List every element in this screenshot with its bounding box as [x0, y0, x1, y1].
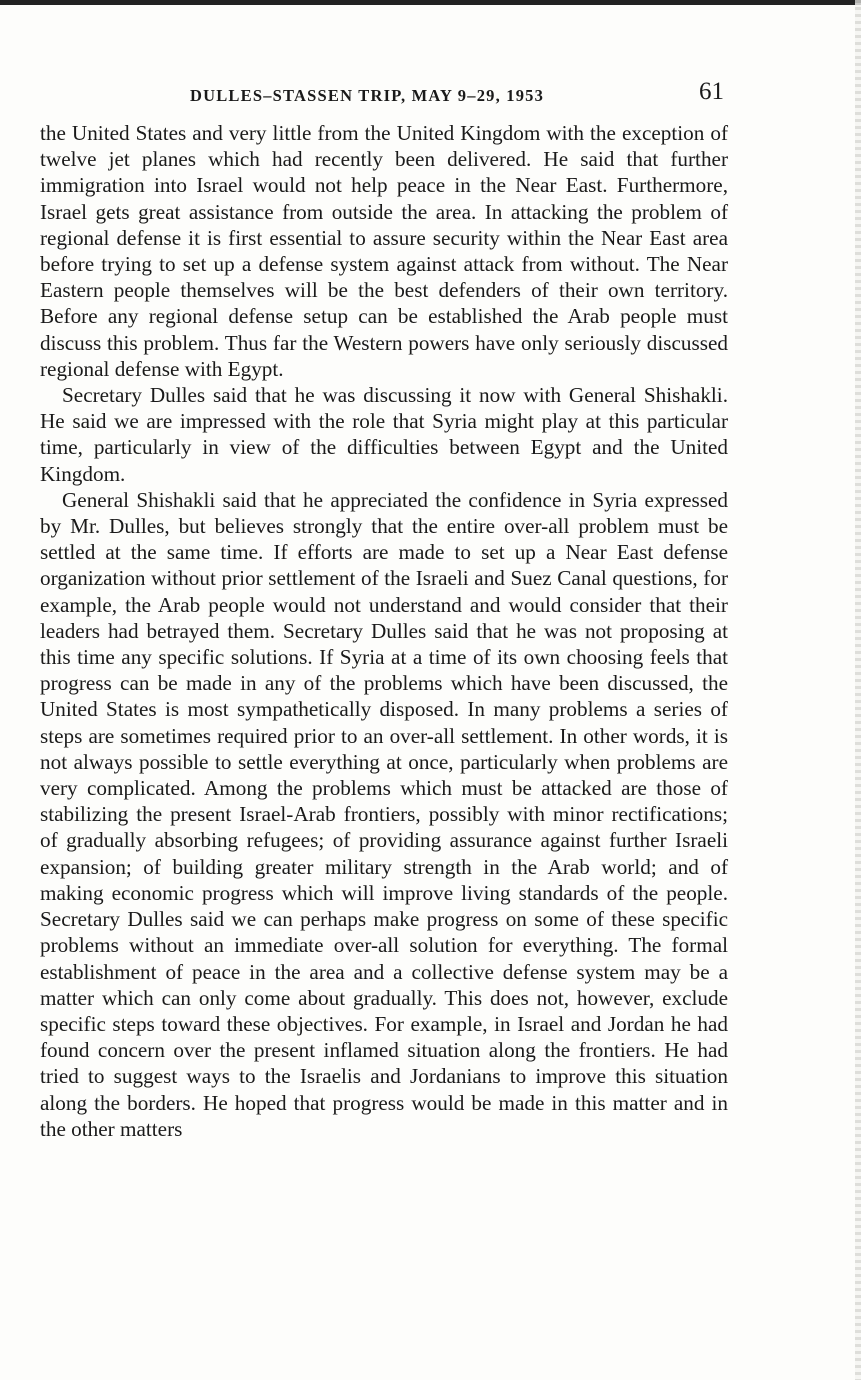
paragraph-continued: the United States and very little from the United Kingdom with the exception of twelve jet planes which had recently been delivered. He said that further immigration into Israel would not help peace in the Near East. Furthermore, Israel gets great assistance from outside the area. In attacking the problem of regional defense it is first essential to assure security within the Near East area before trying to set up a defense system against attack from without. The Near Eastern people themselves will be the best defenders of their own territory. Before any regional defense setup can be established the Arab people must discuss this problem. Thus far the Western powers have only seriously discussed regional defense with Egypt.	[40, 121, 728, 381]
running-head: DULLES–STASSEN TRIP, MAY 9–29, 1953	[190, 86, 545, 105]
paragraph-shishakli-response: General Shishakli said that he appreciated the confidence in Syria expressed by Mr. Dulles, but believes strongly that the entire over-all problem must be settled at the same time. If efforts are made to set up a Near East defense organization without prior settlement of the Israeli and Suez Canal questions, for example, the Arab people would not understand and would consider that their leaders had betrayed them. Secretary Dulles said that he was not proposing at this time any specific solutions. If Syria at a time of its own choosing feels that progress can be made in any of the problems which have been discussed, the United States is most sympathetically disposed. In many problems a series of steps are sometimes required prior to an over-all settlement. In other words, it is not always possible to settle everything at once, particularly when problems are very complicated. Among the problems which must be attacked are those of stabilizing the present Israel-Arab frontiers, possibly with minor rectifications; of gradually absorbing refugees; of providing assurance against further Israeli expansion; of building greater military strength in the Arab world; and of making economic progress which will improve living standards of the people. Secretary Dulles said we can perhaps make progress on some of these specific problems without an immediate over-all solution for everything. The formal establishment of peace in the area and a collective defense system may be a matter which can only come about gradually. This does not, however, exclude specific steps toward these objectives. For example, in Israel and Jordan he had found concern over the present inflamed situation along the frontiers. He had tried to suggest ways to the Israelis and Jordanians to improve this situation along the borders. He hoped that progress would be made in this matter and in the other matters	[40, 487, 728, 1141]
page-top-border	[0, 0, 861, 5]
page-header	[40, 80, 726, 112]
page-number: 61	[699, 78, 724, 105]
body-text	[40, 120, 728, 1142]
paragraph-dulles-shishakli: Secretary Dulles said that he was discussing it now with General Shishakli. He said we are impressed with the role that Syria might play at this particular time, particularly in view of the difficulties between Egypt and the United Kingdom.	[40, 383, 728, 486]
scan-edge	[855, 0, 861, 1380]
